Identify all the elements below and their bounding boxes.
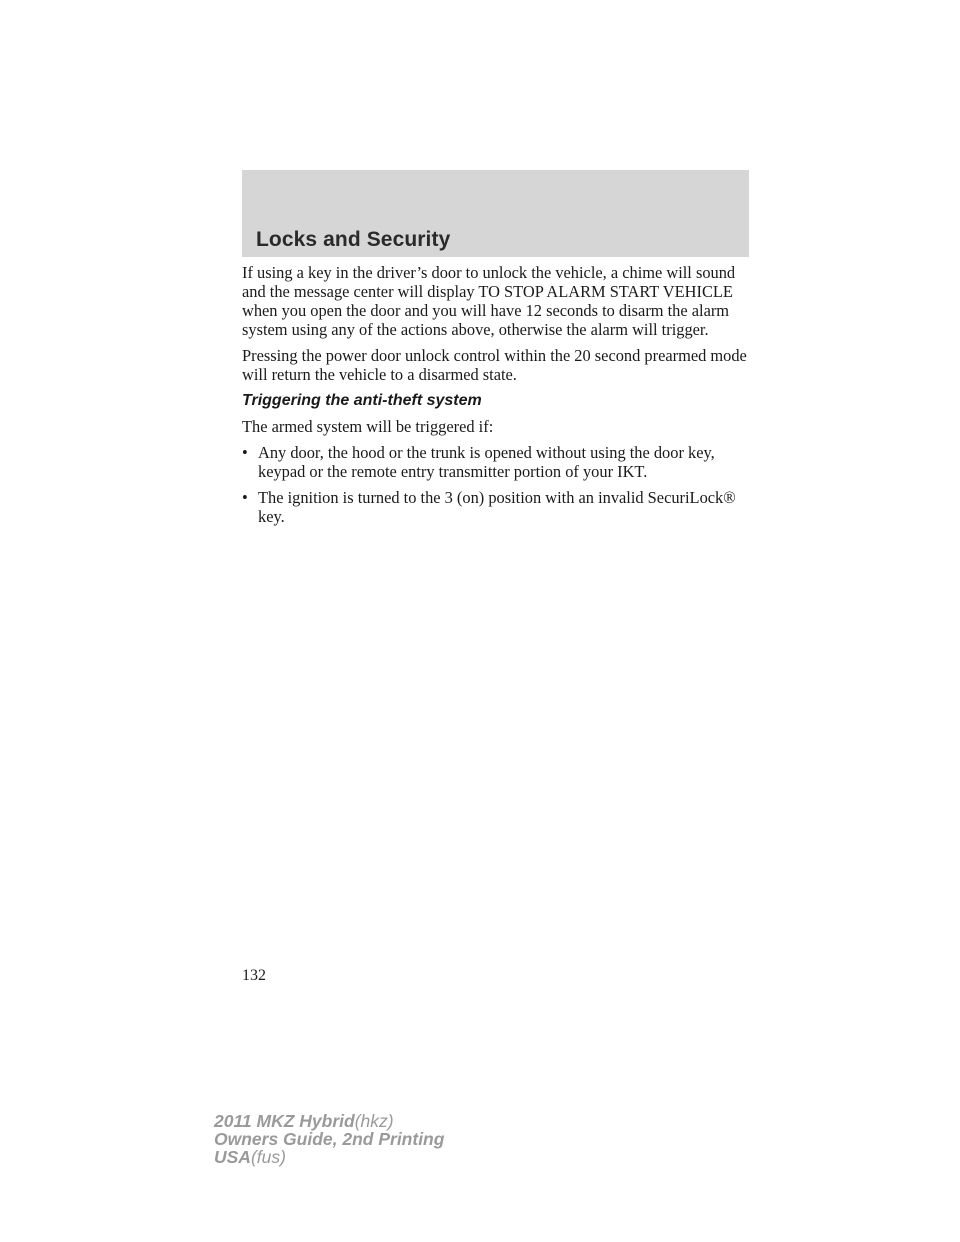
- footer-market: USA: [214, 1147, 251, 1167]
- section-title: Locks and Security: [256, 228, 451, 251]
- page-content: [242, 263, 762, 533]
- list-item: [242, 488, 762, 526]
- footer-model: 2011 MKZ Hybrid: [214, 1111, 355, 1131]
- footer-line-3: [214, 1148, 444, 1166]
- list-item-text: Any door, the hood or the trunk is opened without using the door key, keypad or the remote entry transmitter portion of your IKT.: [258, 443, 715, 481]
- bullet-icon: •: [242, 443, 248, 462]
- page-number: 132: [242, 967, 266, 984]
- footer-market-code: (fus): [250, 1147, 286, 1167]
- list-item-text: The ignition is turned to the 3 (on) position with an invalid SecuriLock® key.: [258, 488, 736, 526]
- subheading-triggering: Triggering the anti-theft system: [242, 392, 482, 409]
- paragraph-intro: The armed system will be triggered if:: [242, 417, 494, 436]
- footer-line-2: Owners Guide, 2nd Printing: [214, 1129, 445, 1149]
- trigger-conditions-list: [242, 443, 762, 526]
- paragraph-key-unlock: If using a key in the driver’s door to unlock the vehicle, a chime will sound and the message center will display TO STOP ALARM START VEHICLE when you open the door and you will have 12 seconds to disarm the alarm system using any of the actions above, otherwise the alarm will trigger.: [242, 263, 736, 339]
- list-item: [242, 443, 762, 481]
- footer-line-1: [214, 1112, 444, 1130]
- footer-model-code: (hkz): [354, 1111, 394, 1131]
- section-header: [242, 170, 749, 257]
- bullet-icon: •: [242, 488, 248, 507]
- document-footer: [214, 1112, 444, 1166]
- paragraph-prearmed-mode: Pressing the power door unlock control within the 20 second prearmed mode will return the vehicle to a disarmed state.: [242, 346, 747, 384]
